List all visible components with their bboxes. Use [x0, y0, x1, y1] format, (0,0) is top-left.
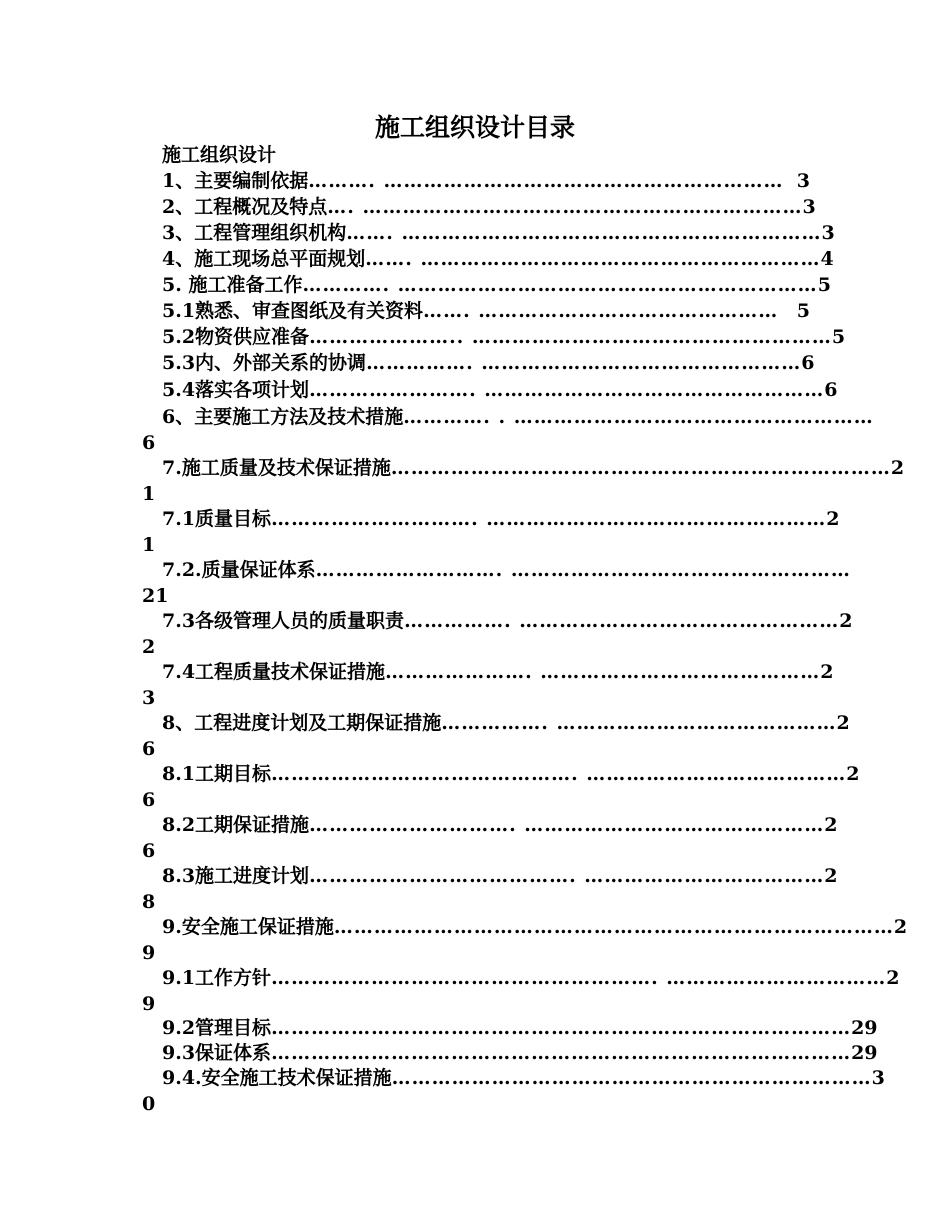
toc-entry-label: 7.1质量目标 [162, 508, 272, 530]
toc-dot-leader: ……………………………………………………………… [391, 1067, 872, 1089]
toc-dot-leader: …………………………………………………. …………………………… [271, 967, 887, 989]
toc-page-number-wrapped: 1 [142, 534, 156, 556]
toc-entry-label: 8.1工期目标 [162, 763, 272, 785]
toc-page-number: 2 [846, 763, 860, 785]
toc-page-number: 29 [851, 1042, 878, 1064]
toc-page-number-wrapped: 8 [142, 891, 156, 913]
toc-dot-leader: ………………………………………………………………… [390, 457, 891, 479]
toc-entry[interactable] [162, 350, 815, 376]
toc-page-number: 3 [871, 1067, 885, 1089]
toc-entry[interactable] [162, 659, 834, 685]
toc-dot-leader: ……. ……………………………………… [423, 300, 779, 322]
toc-entry[interactable] [162, 761, 860, 787]
toc-page-number: 2 [824, 814, 838, 836]
toc-page-number: 3 [796, 170, 810, 192]
toc-page-number: 2 [886, 967, 900, 989]
toc-entry-label: 5. 施工准备工作 [162, 274, 303, 296]
toc-entry-label: 7.3各级管理人员的质量职责 [162, 610, 405, 632]
toc-dot-leader: …………………………. ……………………………………… [309, 814, 825, 836]
toc-page-number: 3 [802, 196, 816, 218]
toc-dot-leader: …. ………………………………………………………… [327, 196, 803, 218]
toc-entry-label: 1、主要编制依据 [162, 170, 309, 192]
toc-page-number-wrapped: 0 [142, 1093, 156, 1115]
toc-dot-leader: ……………. ………………………………………… [366, 352, 802, 374]
toc-entry-label: 9.4.安全施工技术保证措施 [162, 1067, 392, 1089]
toc-entry[interactable] [162, 404, 874, 430]
toc-page-number: 2 [820, 661, 834, 683]
toc-entry[interactable] [162, 710, 850, 736]
toc-page-number-wrapped: 21 [142, 585, 169, 607]
toc-dot-leader: ……………. …………………………………… [441, 712, 837, 734]
toc-page-number-wrapped: 2 [142, 636, 156, 658]
toc-entry[interactable] [162, 324, 846, 350]
toc-entry[interactable] [162, 168, 810, 194]
toc-entry[interactable] [162, 965, 900, 991]
toc-dot-leader: ……………………. …………………………………………… [309, 379, 825, 401]
toc-dot-leader: ………. …………………………………………………… [308, 170, 784, 192]
toc-page-number-wrapped: 6 [142, 738, 156, 760]
toc-page-number-wrapped: 6 [142, 789, 156, 811]
toc-entry-label: 9.2管理目标 [162, 1017, 272, 1039]
toc-page-number: 5 [831, 326, 846, 348]
toc-page-number-wrapped: 6 [142, 840, 156, 862]
toc-dot-leader: ……………. ………………………………………… [404, 610, 840, 632]
toc-page-number: 5 [817, 274, 831, 296]
toc-entry[interactable] [162, 272, 831, 298]
toc-dot-leader: …………………………………………………………………………… [271, 1017, 852, 1039]
toc-entry[interactable] [162, 246, 834, 272]
toc-dot-leader: …………………. …………………………………… [385, 661, 821, 683]
toc-entry-label: 5.2物资供应准备 [162, 326, 310, 348]
toc-entry-label: 4、施工现场总平面规划 [162, 248, 366, 270]
toc-dot-leader: …………………………………………………………………………… [271, 1042, 852, 1064]
toc-entry-label: 3、工程管理组织机构 [162, 222, 347, 244]
toc-dot-leader: ……. …………………………………………………… [365, 248, 821, 270]
toc-page-number-wrapped: 6 [142, 432, 156, 454]
toc-page-number-wrapped: 3 [142, 687, 156, 709]
toc-dot-leader: …………………………………. ……………………………… [309, 865, 825, 887]
toc-dot-leader: ……. ……………………………………………………… [346, 222, 822, 244]
toc-entry-label: 8.2工期保证措施 [162, 814, 310, 836]
toc-entry[interactable] [162, 506, 840, 532]
toc-page-number-wrapped: 9 [142, 993, 156, 1015]
toc-entry-label: 9.安全施工保证措施 [162, 916, 334, 938]
toc-dot-leader: ………………….. ……………………………………………… [309, 326, 832, 348]
toc-dot-leader: …………………………. …………………………………………… [271, 508, 827, 530]
toc-entry[interactable] [162, 557, 851, 583]
toc-entry-label: 8、工程进度计划及工期保证措施 [162, 712, 442, 734]
toc-page-number: 2 [890, 457, 905, 479]
toc-page-number: 6 [824, 379, 838, 401]
toc-dot-leader: …………. . ……………………………………………… [403, 406, 874, 428]
toc-entry-label: 5.3内、外部关系的协调 [162, 352, 367, 374]
toc-dot-leader: ………………………………………………………………………… [333, 916, 894, 938]
page-title: 施工组织设计目录 [374, 113, 575, 142]
toc-page-number: 2 [824, 865, 838, 887]
toc-dot-leader: …………. ……………………………………………………… [302, 274, 818, 296]
section-heading: 施工组织设计 [162, 144, 277, 166]
toc-entry-label: 7.2.质量保证体系 [162, 559, 316, 581]
toc-entry[interactable] [162, 812, 838, 838]
toc-page-number: 6 [801, 352, 815, 374]
toc-entry[interactable] [162, 1040, 878, 1066]
toc-entry[interactable] [162, 298, 810, 324]
toc-entry[interactable] [162, 1065, 885, 1091]
toc-page-number: 4 [820, 248, 834, 270]
toc-entry-label: 5.1熟悉、审查图纸及有关资料 [162, 300, 424, 322]
toc-entry[interactable] [162, 377, 838, 403]
toc-page-number: 2 [836, 712, 850, 734]
toc-entry[interactable] [162, 863, 838, 889]
toc-entry-label: 7.施工质量及技术保证措施 [162, 457, 391, 479]
toc-entry-label: 2、工程概况及特点 [162, 196, 328, 218]
toc-page-number: 2 [826, 508, 840, 530]
toc-entry-label: 7.4工程质量技术保证措施 [162, 661, 386, 683]
toc-entry[interactable] [162, 220, 835, 246]
toc-page-number: 2 [893, 916, 908, 938]
toc-entry-label: 6、主要施工方法及技术措施 [162, 406, 404, 428]
toc-entry-label: 8.3施工进度计划 [162, 865, 310, 887]
toc-page-number: 5 [796, 300, 810, 322]
toc-page-number-wrapped: 1 [142, 483, 156, 505]
toc-entry[interactable] [162, 194, 816, 220]
toc-entry[interactable] [162, 608, 853, 634]
toc-entry[interactable] [162, 1015, 878, 1041]
toc-entry[interactable] [162, 455, 905, 481]
toc-entry-label: 5.4落实各项计划 [162, 379, 310, 401]
toc-dot-leader: ………………………………………. ………………………………… [271, 763, 847, 785]
toc-page-number: 3 [821, 222, 835, 244]
toc-dot-leader: ………………………. …………………………………………… [315, 559, 851, 581]
toc-page-number-wrapped: 9 [142, 942, 156, 964]
toc-page-number: 29 [851, 1017, 878, 1039]
toc-entry-label: 9.3保证体系 [162, 1042, 272, 1064]
toc-entry[interactable] [162, 914, 908, 940]
toc-entry-label: 9.1工作方针 [162, 967, 272, 989]
toc-page-number: 2 [839, 610, 853, 632]
